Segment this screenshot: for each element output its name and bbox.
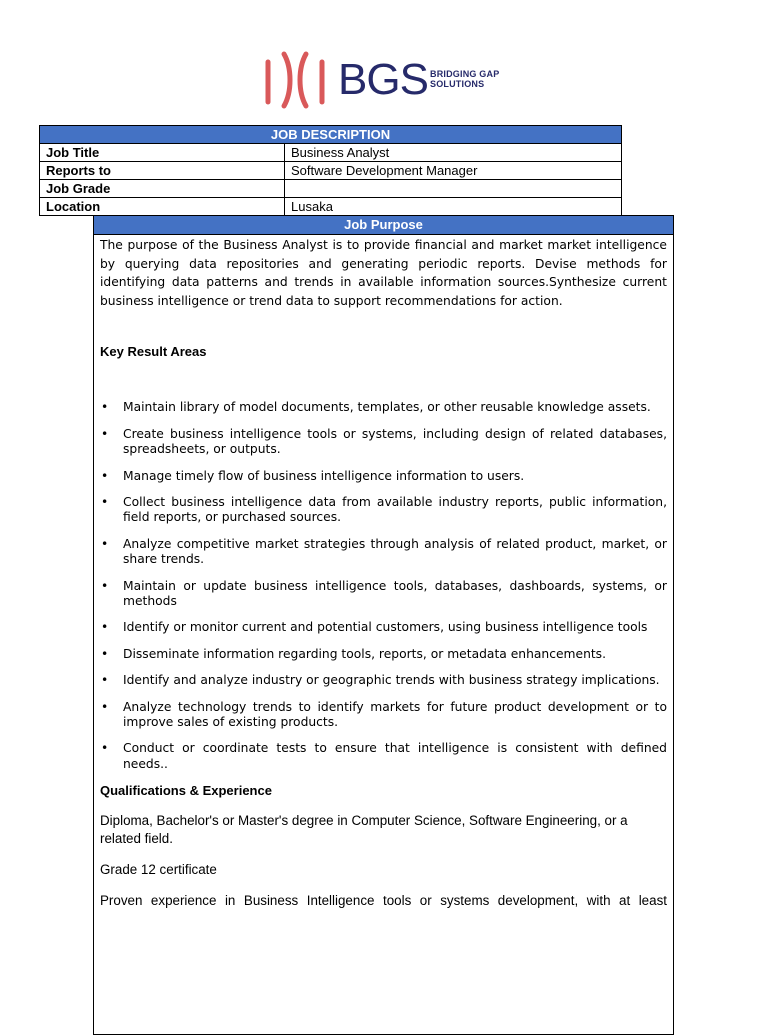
bullet-icon: • — [101, 426, 109, 441]
list-item-text: Analyze competitive market strategies through analysis of related product, market, or share trends. — [123, 536, 667, 567]
bullet-icon: • — [101, 620, 109, 635]
job-title-label: Job Title — [40, 144, 285, 162]
logo-tagline — [430, 69, 499, 89]
job-description-table — [39, 125, 622, 216]
list-item-text: Identify or monitor current and potential customers, using business intelligence tools — [123, 620, 648, 635]
job-title-value: Business Analyst — [285, 144, 622, 162]
list-item — [100, 620, 667, 635]
location-value: Lusaka — [285, 198, 622, 216]
job-purpose-text: The purpose of the Business Analyst is to provide financial and market market intelligence by querying data repositories and generating periodic reports. Devise methods for identifying data patterns and trends in available information sources.Synthesize current business intelligence or trend data to support recommendations for action. — [100, 238, 667, 308]
bullet-icon: • — [101, 646, 109, 661]
list-item-text: Maintain or update business intelligence tools, databases, dashboards, systems, or methods — [123, 578, 667, 609]
list-item-text: Conduct or coordinate tests to ensure that intelligence is consistent with defined needs.. — [123, 741, 667, 771]
job-purpose-section — [93, 215, 674, 1035]
list-item-text: Collect business intelligence data from available industry reports, public information, field reports, or purchased sources. — [123, 495, 667, 525]
list-item — [100, 537, 667, 568]
job-description-header: JOB DESCRIPTION — [40, 126, 622, 144]
bullet-icon: • — [101, 741, 109, 756]
list-item — [100, 400, 667, 415]
qualification-experience: Proven experience in Business Intelligence tools or systems development, with at least — [100, 893, 667, 909]
list-item — [100, 673, 667, 688]
logo-tagline-line1: BRIDGING GAP — [430, 69, 500, 79]
bullet-icon: • — [101, 468, 109, 483]
reports-to-value: Software Development Manager — [285, 162, 622, 180]
list-item-text: Create business intelligence tools or systems, including design of related databases, spreadsheets, or outputs. — [123, 426, 667, 457]
table-row — [40, 162, 622, 180]
qualifications-title: Qualifications & Experience — [100, 783, 272, 799]
job-grade-label: Job Grade — [40, 180, 285, 198]
key-result-areas-list — [100, 400, 667, 772]
location-label: Location — [40, 198, 285, 216]
key-result-areas-title: Key Result Areas — [100, 344, 207, 360]
list-item — [100, 647, 667, 662]
list-item-text: Analyze technology trends to identify markets for future product development or to improve sales of existing products. — [123, 699, 667, 730]
list-item-text: Disseminate information regarding tools, reports, or metadata enhancements. — [123, 646, 606, 661]
list-item — [100, 427, 667, 458]
bullet-icon: • — [101, 536, 109, 551]
bullet-icon: • — [101, 400, 109, 415]
list-item — [100, 495, 667, 526]
bullet-icon: • — [101, 673, 109, 688]
qualification-degree: Diploma, Bachelor's or Master's degree in Computer Science, Software Engineering, or a related field. — [100, 813, 628, 847]
job-grade-value — [285, 180, 622, 198]
list-item — [100, 469, 667, 484]
list-item — [100, 579, 667, 610]
bgs-mark-icon — [262, 50, 334, 110]
list-item-text: Manage timely flow of business intelligence information to users. — [123, 468, 525, 483]
job-purpose-header: Job Purpose — [94, 216, 673, 235]
company-logo — [262, 50, 512, 110]
logo-brand: BGS — [338, 55, 428, 104]
list-item-text: Maintain library of model documents, templates, or other reusable knowledge assets. — [123, 400, 651, 415]
logo-tagline-line2: SOLUTIONS — [430, 79, 485, 89]
table-row — [40, 180, 622, 198]
bullet-icon: • — [101, 578, 109, 593]
list-item — [100, 700, 667, 731]
reports-to-label: Reports to — [40, 162, 285, 180]
qualification-grade12: Grade 12 certificate — [100, 862, 217, 878]
table-row — [40, 144, 622, 162]
table-row — [40, 198, 622, 216]
list-item-text: Identify and analyze industry or geographic trends with business strategy implications. — [123, 673, 660, 688]
bullet-icon: • — [101, 495, 109, 509]
list-item — [100, 741, 667, 772]
bullet-icon: • — [101, 699, 109, 714]
